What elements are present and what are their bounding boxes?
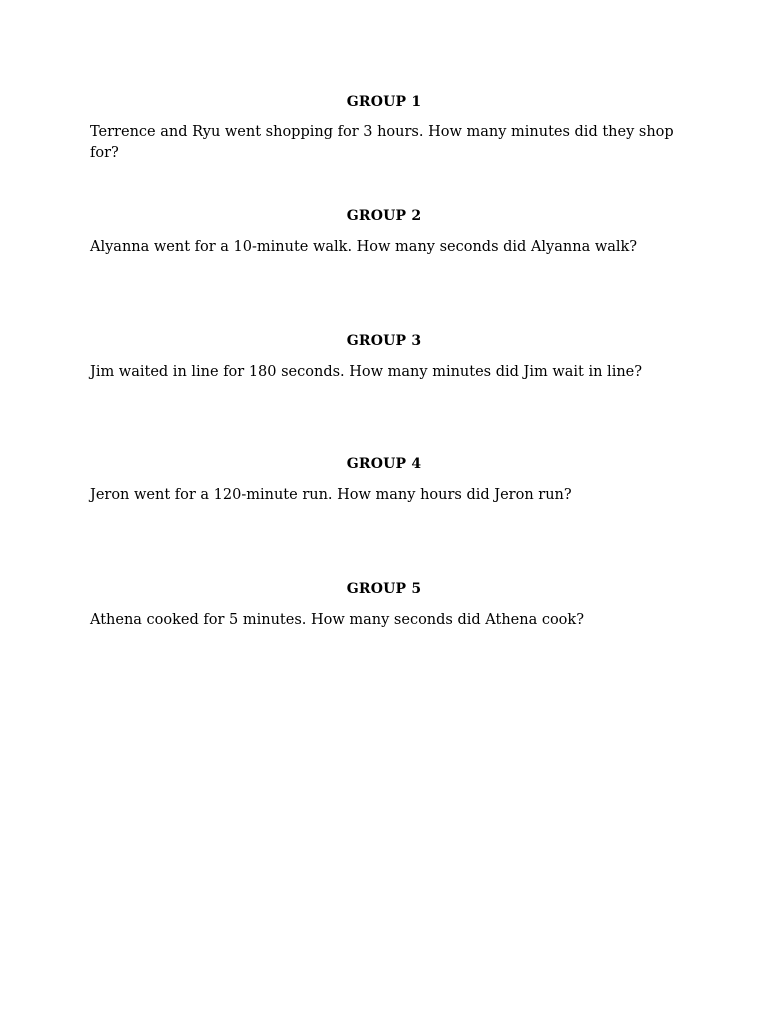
group-4-heading: GROUP 4 [346, 456, 422, 472]
group-2-question: Alyanna went for a 10-minute walk. How many seconds did Alyanna walk? [90, 239, 638, 255]
group-5-question: Athena cooked for 5 minutes. How many seconds did Athena cook? [90, 612, 584, 628]
group-1-question: Terrence and Ryu went shopping for 3 hours. How many minutes did they shop for? [90, 124, 674, 161]
group-5-heading: GROUP 5 [346, 581, 422, 597]
group-2-heading: GROUP 2 [346, 208, 422, 224]
group-4-question: Jeron went for a 120-minute run. How many hours did Jeron run? [90, 487, 572, 503]
group-1-heading: GROUP 1 [346, 94, 422, 110]
group-3-question: Jim waited in line for 180 seconds. How many minutes did Jim wait in line? [90, 364, 643, 380]
group-3-heading: GROUP 3 [346, 333, 422, 349]
